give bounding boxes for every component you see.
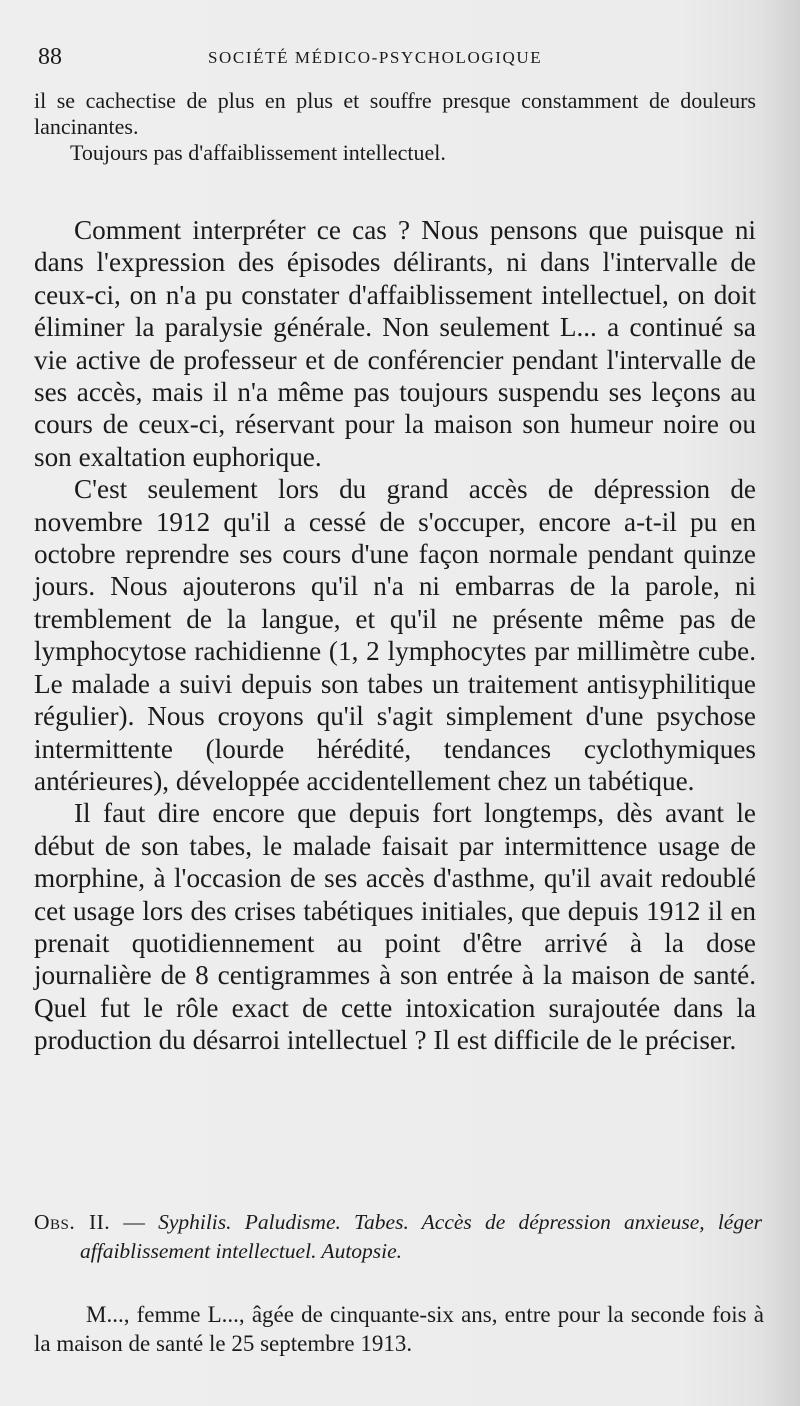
running-title: SOCIÉTÉ MÉDICO-PSYCHOLOGIQUE <box>208 48 543 67</box>
continued-paragraph: Toujours pas d'affaiblissement intellectuel. <box>70 140 446 165</box>
page-header <box>38 44 758 74</box>
final-text <box>34 1300 764 1358</box>
continued-paragraph: il se cachectise de plus en plus et souffre presque constamment de douleurs lancinantes. <box>34 88 756 139</box>
page-number: 88 <box>38 44 62 70</box>
body-paragraph: Comment interpréter ce cas ? Nous pensons que puisque ni dans l'expression des épisodes délirants, ni dans l'intervalle de ceux-ci, on n'a pu constater d'affaiblissement intellectuel, on doit éliminer la paralysie générale. Non seulement L... a continué sa vie active de professeur et de conférencier pendant l'intervalle de ses accès, mais il n'a même pas toujours suspendu ses leçons au cours de ceux-ci, réservant pour la maison son humeur noire ou son exaltation euphorique. <box>34 215 756 472</box>
observation-dash: — <box>110 1210 159 1234</box>
observation-label: Obs. II. <box>34 1210 111 1234</box>
main-text <box>34 214 756 1057</box>
continued-text <box>34 88 756 166</box>
body-paragraph: Il faut dire encore que depuis fort longtemps, dès avant le début de son tabes, le malade faisait par intermittence usage de morphine, à l'occasion de ses accès d'asthme, qu'il avait redoublé cet usage lors des crises tabétiques initiales, que depuis 1912 il en prenait quotidiennement au point d'être arrivé à la dose journalière de 8 centigrammes à son entrée à la maison de santé. Quel fut le rôle exact de cette intoxication surajoutée dans la production du désarroi intellectuel ? Il est difficile de le préciser. <box>34 798 756 1056</box>
body-paragraph: M..., femme L..., âgée de cinquante-six ans, entre pour la seconde fois à la maison de santé le 25 septembre 1913. <box>34 1302 764 1356</box>
body-paragraph: C'est seulement lors du grand accès de dépression de novembre 1912 qu'il a cessé de s'occuper, encore a-t-il pu en octobre reprendre ses cours d'une façon normale pendant quinze jours. Nous ajouterons qu'il n'a ni embarras de la parole, ni tremblement de la langue, et qu'il ne présente même pas de lymphocytose rachidienne (1, 2 lymphocytes par millimètre cube. Le malade a suivi depuis son tabes un traitement antisyphilitique régulier). Nous croyons qu'il s'agit simplement d'une psychose intermittente (lourde hérédité, tendances cyclothymiques antérieures), développée accidentellement chez un tabétique. <box>34 474 756 796</box>
observation-heading <box>34 1208 762 1266</box>
observation-title: Syphilis. Paludisme. Tabes. Accès de dépression anxieuse, léger affaiblissement intellectuel. Autopsie. <box>80 1210 763 1263</box>
